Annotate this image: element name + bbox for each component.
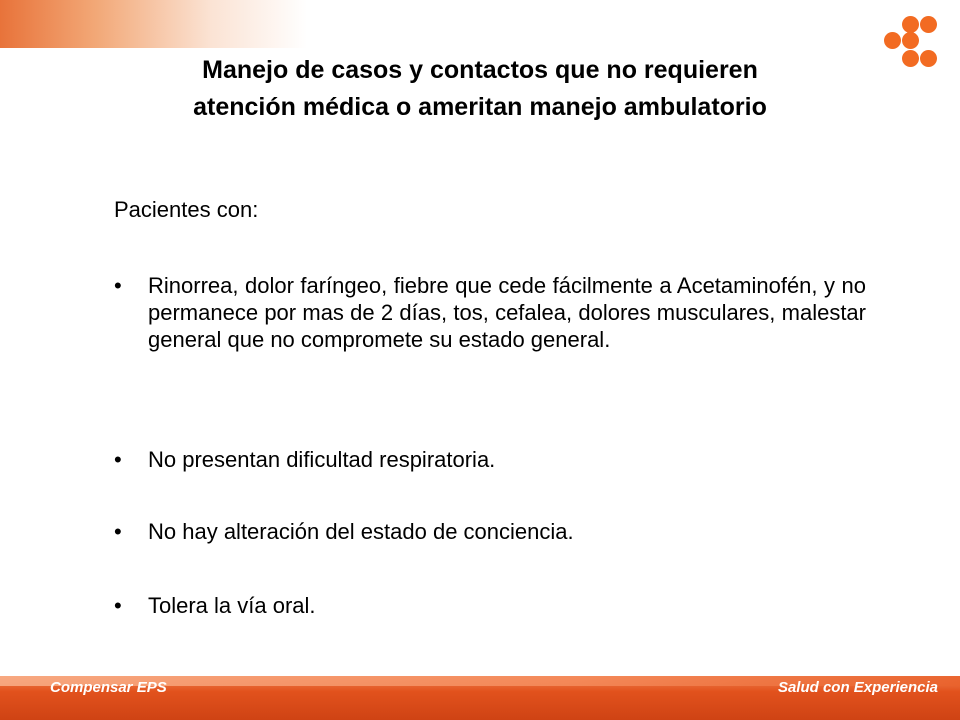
footer-brand: Compensar EPS	[50, 679, 167, 696]
list-item	[114, 518, 866, 545]
top-gradient-band	[0, 0, 960, 48]
orange-dots-logo-icon	[880, 14, 944, 70]
list-item-text: No hay alteración del estado de conciencia.	[148, 519, 574, 544]
footer-tagline: Salud con Experiencia	[777, 679, 938, 696]
list-item	[114, 592, 866, 619]
list-item	[114, 272, 866, 353]
bullet-icon: •	[114, 593, 122, 618]
bullet-icon: •	[114, 519, 122, 544]
list-item-text: No presentan dificultad respiratoria.	[148, 447, 496, 472]
list-item	[114, 446, 866, 473]
bullet-icon: •	[114, 273, 122, 298]
title-line-1: Manejo de casos y contactos que no requieren	[202, 56, 758, 84]
intro-text: Pacientes con:	[114, 197, 259, 222]
slide-content	[114, 196, 866, 618]
list-item-text: Rinorrea, dolor faríngeo, fiebre que cede fácilmente a Acetaminofén, y no permanece por mas de 2 días, tos, cefalea, dolores musculares, malestar general que no compromete su estado general.	[148, 273, 866, 352]
slide-title	[90, 52, 870, 126]
bullet-icon: •	[114, 447, 122, 472]
title-line-2: atención médica o ameritan manejo ambulatorio	[193, 93, 767, 121]
list-item-text: Tolera la vía oral.	[148, 593, 316, 618]
